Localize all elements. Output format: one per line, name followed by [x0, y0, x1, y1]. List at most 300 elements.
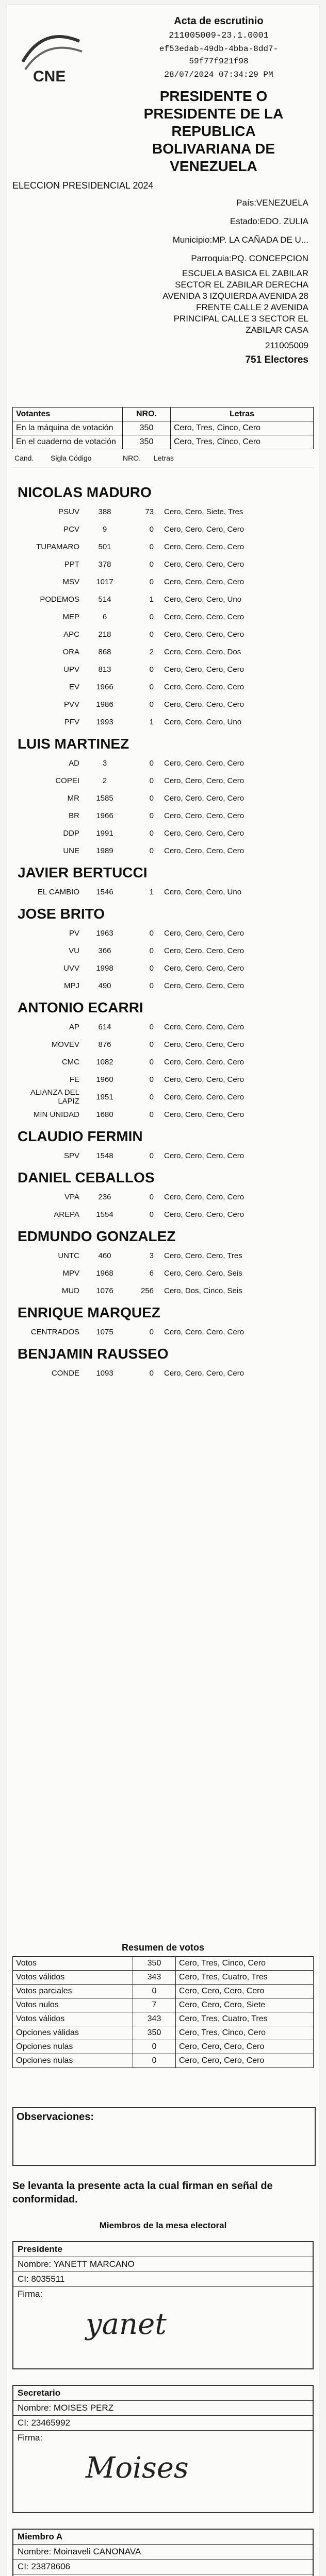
party-code: 1554	[96, 1210, 113, 1219]
firma-label: Firma:	[18, 2433, 43, 2443]
table-row	[13, 2040, 314, 2054]
signer-name: Nombre: Moinaveli CANONAVA	[13, 2545, 313, 2560]
party-code: 3	[102, 758, 107, 768]
signer-name: Nombre: MOISES PERZ	[13, 2401, 313, 2416]
vote-words: Cero, Cero, Cero, Cero	[164, 1368, 244, 1378]
vote-count: 0	[149, 524, 154, 534]
party-acronym: MSV	[62, 577, 79, 586]
party-acronym: PODEMOS	[40, 595, 79, 604]
party-code: 1989	[96, 846, 113, 855]
party-acronym: PPT	[64, 560, 79, 569]
candidates-subheader	[12, 449, 314, 467]
signer-ci: CI: 23465992	[13, 2416, 313, 2431]
vote-words: Cero, Cero, Cero, Cero	[164, 963, 244, 973]
candidate-name: ANTONIO ECARRI	[18, 999, 143, 1015]
school-line-3: AVENIDA 3 IZQUIERDA AVENIDA 28	[162, 291, 308, 301]
vote-count: 1	[149, 887, 154, 896]
signer-box	[12, 2385, 314, 2513]
summary-letras: Cero, Cero, Cero, Cero	[176, 2054, 314, 2068]
party-code: 813	[98, 665, 111, 674]
row-label: En la máquina de votación	[13, 421, 123, 435]
vote-words: Cero, Cero, Cero, Cero	[164, 1092, 244, 1101]
vote-words: Cero, Cero, Cero, Cero	[164, 1110, 244, 1119]
summary-label: Votos válidos	[13, 2012, 133, 2026]
summary-nro: 0	[133, 2040, 176, 2054]
school-line-2: SECTOR EL ZABILAR DERECHA	[175, 280, 308, 290]
party-row	[12, 643, 314, 660]
vote-count: 2	[149, 647, 154, 656]
party-row	[12, 754, 314, 772]
sub-cand: Cand.	[14, 454, 34, 462]
party-acronym: MR	[67, 793, 79, 803]
election-name: ELECCION PRESIDENCIAL 2024	[12, 180, 154, 191]
party-code: 388	[98, 507, 111, 516]
party-acronym: MOVEV	[51, 1040, 79, 1049]
school-info	[40, 268, 308, 366]
party-row	[12, 807, 314, 824]
party-code: 1680	[96, 1110, 113, 1119]
summary-letras: Cero, Tres, Cuatro, Tres	[176, 1971, 314, 1985]
signature-area	[13, 2287, 313, 2368]
country: País:VENEZUELA	[236, 198, 308, 208]
party-acronym: EV	[69, 682, 79, 691]
location-info	[71, 197, 308, 265]
vote-words: Cero, Cero, Cero, Cero	[164, 542, 244, 551]
vote-count: 0	[149, 1368, 154, 1378]
party-code: 9	[102, 524, 107, 534]
party-acronym: MUD	[61, 1286, 79, 1295]
vote-words: Cero, Cero, Cero, Uno	[164, 887, 242, 896]
party-acronym: UNE	[63, 846, 79, 855]
party-code: 2	[102, 776, 107, 785]
summary-label: Opciones nulas	[13, 2040, 133, 2054]
municipality: Municipio:MP. LA CAÑADA DE U...	[172, 235, 308, 245]
col-nro: NRO.	[123, 408, 171, 421]
observations-label: Observaciones:	[17, 2111, 94, 2123]
signer-ci: CI: 23878606	[13, 2560, 313, 2574]
candidate-name: DANIEL CEBALLOS	[18, 1170, 155, 1185]
vote-count: 0	[149, 1327, 154, 1336]
party-row	[12, 1071, 314, 1088]
party-acronym: AP	[69, 1022, 79, 1031]
party-row	[12, 713, 314, 731]
party-acronym: ORA	[62, 647, 79, 656]
vote-count: 0	[149, 846, 154, 855]
table-row	[13, 1957, 314, 1971]
vote-words: Cero, Cero, Cero, Cero	[164, 846, 244, 855]
vote-count: 0	[149, 811, 154, 820]
vote-count: 0	[149, 560, 154, 569]
title-line-5: VENEZUELA	[170, 158, 257, 174]
party-acronym: AD	[69, 758, 79, 768]
party-row	[12, 678, 314, 696]
party-acronym: EL CAMBIO	[37, 887, 79, 896]
vote-count: 0	[149, 1192, 154, 1201]
sub-letras: Letras	[154, 454, 174, 462]
summary-section	[12, 1942, 314, 2068]
vote-count: 0	[149, 928, 154, 938]
party-row	[12, 625, 314, 643]
vote-words: Cero, Cero, Cero, Cero	[164, 793, 244, 803]
vote-count: 0	[149, 946, 154, 955]
signers-list	[12, 2241, 314, 2576]
table-row	[13, 2012, 314, 2026]
vote-count: 0	[149, 700, 154, 709]
summary-letras: Cero, Tres, Cinco, Cero	[176, 2026, 314, 2040]
party-acronym: MEP	[62, 612, 79, 621]
vote-count: 0	[149, 1110, 154, 1119]
parish: Parroquia:PQ. CONCEPCION	[191, 253, 308, 263]
party-code: 1548	[96, 1151, 113, 1160]
party-acronym: BR	[69, 811, 79, 820]
summary-label: Opciones nulas	[13, 2054, 133, 2068]
vote-count: 0	[149, 828, 154, 838]
vote-count: 0	[149, 682, 154, 691]
vote-words: Cero, Cero, Cero, Cero	[164, 946, 244, 955]
party-acronym: TUPAMARO	[36, 542, 79, 551]
party-acronym: PVV	[63, 700, 79, 709]
table-row	[13, 2054, 314, 2068]
party-row	[12, 660, 314, 678]
summary-title: Resumen de votos	[121, 1942, 205, 1953]
vote-count: 73	[145, 507, 154, 516]
acta-label: Acta de escrutinio	[174, 15, 264, 27]
candidate-name: BENJAMIN RAUSSEO	[18, 1346, 169, 1362]
vote-words: Cero, Cero, Cero, Cero	[164, 776, 244, 785]
row-letras: Cero, Tres, Cinco, Cero	[171, 421, 314, 435]
party-row	[12, 538, 314, 555]
acta-code-2: 59f77f921f98	[189, 57, 249, 66]
party-code: 501	[98, 542, 111, 551]
party-code: 378	[98, 560, 111, 569]
voters-section	[12, 407, 314, 467]
party-acronym: ALIANZA DEL LAPIZ	[30, 1088, 79, 1106]
party-code: 1075	[96, 1327, 113, 1336]
party-code: 1960	[96, 1075, 113, 1084]
party-acronym: PSUV	[58, 507, 79, 516]
receipt	[7, 5, 319, 2576]
party-row	[12, 573, 314, 590]
vote-count: 0	[149, 793, 154, 803]
sub-org: Sigla Código	[51, 454, 92, 462]
party-acronym: CMC	[61, 1057, 79, 1066]
vote-words: Cero, Cero, Cero, Cero	[164, 1210, 244, 1219]
summary-letras: Cero, Tres, Cinco, Cero	[176, 1957, 314, 1971]
signer-ci: CI: 8035511	[13, 2272, 313, 2287]
party-code: 460	[98, 1251, 111, 1260]
row-letras: Cero, Tres, Cinco, Cero	[171, 435, 314, 449]
party-code: 1986	[96, 700, 113, 709]
cne-logo	[12, 21, 90, 88]
summary-letras: Cero, Cero, Cero, Siete	[176, 1998, 314, 2012]
vote-count: 0	[149, 1210, 154, 1219]
vote-words: Cero, Cero, Cero, Cero	[164, 811, 244, 820]
vote-count: 0	[149, 1092, 154, 1101]
party-row	[12, 1018, 314, 1036]
summary-nro: 343	[133, 1971, 176, 1985]
school-line-6: ZABILAR CASA	[246, 325, 308, 335]
party-row	[12, 1323, 314, 1341]
table-row	[13, 1971, 314, 1985]
party-row	[12, 503, 314, 520]
party-acronym: PFV	[64, 717, 79, 726]
summary-label: Votos parciales	[13, 1985, 133, 1998]
party-row	[12, 608, 314, 625]
summary-letras: Cero, Cero, Cero, Cero	[176, 1985, 314, 1998]
vote-count: 0	[149, 1040, 154, 1049]
school-line-5: PRINCIPAL CALLE 3 SECTOR EL	[173, 314, 308, 324]
party-row	[12, 1106, 314, 1123]
party-row	[12, 1088, 314, 1106]
party-code: 1966	[96, 682, 113, 691]
candidate-name: EDMUNDO GONZALEZ	[18, 1228, 176, 1244]
acta-id: 211005009-23.1.0001	[169, 31, 269, 41]
summary-label: Votos	[13, 1957, 133, 1971]
summary-nro: 350	[133, 1957, 176, 1971]
party-acronym: COPEI	[55, 776, 79, 785]
col-votantes: Votantes	[13, 408, 123, 421]
vote-count: 0	[149, 1151, 154, 1160]
members-title: Miembros de la mesa electoral	[99, 2221, 227, 2230]
signer-role: Presidente	[13, 2242, 313, 2257]
vote-words: Cero, Cero, Cero, Cero	[164, 828, 244, 838]
party-row	[12, 942, 314, 959]
party-row	[12, 977, 314, 994]
party-code: 1966	[96, 811, 113, 820]
table-row	[13, 1998, 314, 2012]
party-row	[12, 772, 314, 789]
party-row	[12, 1247, 314, 1264]
candidate-name: JOSE BRITO	[18, 906, 105, 922]
party-row	[12, 1053, 314, 1071]
party-acronym: APC	[63, 630, 79, 639]
summary-label: Votos nulos	[13, 1998, 133, 2012]
candidate-name: JAVIER BERTUCCI	[18, 865, 148, 880]
signer-name: Nombre: YANETT MARCANO	[13, 2257, 313, 2272]
party-code: 614	[98, 1022, 111, 1031]
vote-words: Cero, Cero, Cero, Cero	[164, 1040, 244, 1049]
vote-words: Cero, Cero, Cero, Cero	[164, 981, 244, 990]
party-code: 366	[98, 946, 111, 955]
electors-count: 751 Electores	[245, 354, 308, 365]
vote-words: Cero, Dos, Cinco, Seis	[164, 1286, 242, 1295]
school-line-4: FRENTE CALLE 2 AVENIDA	[196, 302, 308, 312]
party-code: 1093	[96, 1368, 113, 1378]
party-acronym: UNTC	[58, 1251, 79, 1260]
vote-words: Cero, Cero, Cero, Seis	[164, 1268, 242, 1278]
summary-letras: Cero, Tres, Cuatro, Tres	[176, 2012, 314, 2026]
party-row	[12, 590, 314, 608]
vote-words: Cero, Cero, Cero, Cero	[164, 1057, 244, 1066]
party-acronym: MIN UNIDAD	[33, 1110, 79, 1119]
party-row	[12, 1147, 314, 1164]
party-code: 218	[98, 630, 111, 639]
vote-count: 0	[149, 665, 154, 674]
candidate-name: ENRIQUE MARQUEZ	[18, 1304, 160, 1320]
party-acronym: UPV	[63, 665, 79, 674]
party-row	[12, 1036, 314, 1053]
summary-nro: 7	[133, 1998, 176, 2012]
party-code: 1076	[96, 1286, 113, 1295]
party-code: 1968	[96, 1268, 113, 1278]
candidates-list	[12, 479, 314, 1382]
vote-words: Cero, Cero, Cero, Cero	[164, 1192, 244, 1201]
party-code: 514	[98, 595, 111, 604]
candidate-name: NICOLAS MADURO	[18, 484, 152, 500]
vote-count: 0	[149, 1075, 154, 1084]
party-code: 1998	[96, 963, 113, 973]
acta-code-1: ef53edab-49db-4bba-8dd7-	[159, 44, 279, 54]
party-row	[12, 1282, 314, 1299]
signer-role: Miembro A	[13, 2530, 313, 2545]
vote-count: 6	[149, 1268, 154, 1278]
vote-count: 0	[149, 776, 154, 785]
signer-role: Secretario	[13, 2386, 313, 2401]
party-acronym: VPA	[64, 1192, 79, 1201]
party-code: 6	[102, 612, 107, 621]
observations-box	[12, 2107, 316, 2166]
svg-text:CNE: CNE	[33, 68, 66, 85]
vote-count: 0	[149, 1022, 154, 1031]
row-label: En el cuaderno de votación	[13, 435, 123, 449]
acta-datetime: 28/07/2024 07:34:29 PM	[164, 70, 273, 79]
row-nro: 350	[123, 435, 171, 449]
signer-box	[12, 2529, 314, 2576]
state: Estado:EDO. ZULIA	[230, 216, 308, 226]
vote-words: Cero, Cero, Cero, Cero	[164, 682, 244, 691]
vote-words: Cero, Cero, Cero, Cero	[164, 928, 244, 938]
party-row	[12, 883, 314, 901]
vote-count: 0	[149, 612, 154, 621]
summary-label: Opciones válidas	[13, 2026, 133, 2040]
party-row	[12, 520, 314, 538]
party-acronym: AREPA	[54, 1210, 79, 1219]
vote-words: Cero, Cero, Cero, Uno	[164, 595, 242, 604]
vote-words: Cero, Cero, Cero, Cero	[164, 560, 244, 569]
party-code: 868	[98, 647, 111, 656]
candidate-name: LUIS MARTINEZ	[18, 736, 129, 752]
voters-table	[12, 407, 314, 449]
party-row	[12, 1264, 314, 1282]
vote-words: Cero, Cero, Cero, Dos	[164, 647, 241, 656]
summary-nro: 343	[133, 2012, 176, 2026]
party-acronym: PCV	[63, 524, 79, 534]
table-row	[13, 435, 314, 449]
party-row	[12, 842, 314, 859]
party-code: 876	[98, 1040, 111, 1049]
vote-count: 0	[149, 542, 154, 551]
party-row	[12, 959, 314, 977]
vote-count: 0	[149, 758, 154, 768]
party-acronym: MPV	[62, 1268, 79, 1278]
table-row	[13, 1985, 314, 1998]
center-code: 211005009	[265, 341, 308, 350]
col-letras: Letras	[171, 408, 314, 421]
row-nro: 350	[123, 421, 171, 435]
title-line-3: REPUBLICA	[171, 123, 256, 139]
school-line-1: ESCUELA BASICA EL ZABILAR	[182, 268, 308, 278]
table-row	[13, 2026, 314, 2040]
vote-count: 0	[149, 981, 154, 990]
party-row	[12, 1206, 314, 1223]
party-code: 1017	[96, 577, 113, 586]
party-code: 1991	[96, 828, 113, 838]
party-acronym: CENTRADOS	[30, 1327, 79, 1336]
party-code: 1963	[96, 928, 113, 938]
vote-words: Cero, Cero, Cero, Cero	[164, 1151, 244, 1160]
title-line-2: PRESIDENTE DE LA	[143, 106, 284, 122]
party-acronym: PV	[69, 928, 79, 938]
party-code: 490	[98, 981, 111, 990]
party-code: 1951	[96, 1092, 113, 1101]
vote-words: Cero, Cero, Cero, Cero	[164, 1022, 244, 1031]
signer-box	[12, 2241, 314, 2369]
conformity-text: Se levanta la presente acta la cual firman en señal de conformidad.	[12, 2180, 273, 2205]
vote-count: 0	[149, 577, 154, 586]
vote-count: 0	[149, 963, 154, 973]
party-row	[12, 696, 314, 713]
summary-nro: 0	[133, 1985, 176, 1998]
vote-count: 1	[149, 717, 154, 726]
vote-words: Cero, Cero, Cero, Cero	[164, 665, 244, 674]
party-code: 1082	[96, 1057, 113, 1066]
vote-words: Cero, Cero, Cero, Uno	[164, 717, 242, 726]
party-row	[12, 824, 314, 842]
vote-words: Cero, Cero, Cero, Cero	[164, 1327, 244, 1336]
vote-words: Cero, Cero, Cero, Cero	[164, 1075, 244, 1084]
handwritten-signature: Moises	[86, 2451, 189, 2485]
party-acronym: MPJ	[64, 981, 79, 990]
party-code: 236	[98, 1192, 111, 1201]
vote-words: Cero, Cero, Cero, Tres	[164, 1251, 242, 1260]
vote-count: 3	[149, 1251, 154, 1260]
vote-words: Cero, Cero, Siete, Tres	[164, 507, 243, 516]
signature-area	[13, 2431, 313, 2512]
party-acronym: SPV	[63, 1151, 79, 1160]
vote-words: Cero, Cero, Cero, Cero	[164, 700, 244, 709]
party-acronym: FE	[69, 1075, 79, 1084]
party-row	[12, 1188, 314, 1206]
party-row	[12, 555, 314, 573]
vote-count: 256	[140, 1286, 154, 1295]
party-code: 1546	[96, 887, 113, 896]
vote-count: 0	[149, 1057, 154, 1066]
party-acronym: UVV	[63, 963, 79, 973]
vote-words: Cero, Cero, Cero, Cero	[164, 612, 244, 621]
party-acronym: DDP	[63, 828, 79, 838]
summary-table	[12, 1956, 314, 2068]
title-line-1: PRESIDENTE O	[159, 88, 268, 104]
candidate-name: CLAUDIO FERMIN	[18, 1128, 143, 1144]
handwritten-signature: yanet	[86, 2308, 167, 2341]
title-line-4: BOLIVARIANA DE	[152, 141, 275, 157]
summary-nro: 350	[133, 2026, 176, 2040]
vote-words: Cero, Cero, Cero, Cero	[164, 524, 244, 534]
vote-count: 1	[149, 595, 154, 604]
party-row	[12, 1364, 314, 1382]
vote-words: Cero, Cero, Cero, Cero	[164, 577, 244, 586]
party-acronym: CONDE	[51, 1368, 79, 1378]
party-code: 1585	[96, 793, 113, 803]
party-acronym: VU	[69, 946, 79, 955]
party-row	[12, 924, 314, 942]
president-title	[110, 88, 317, 175]
firma-label: Firma:	[18, 2289, 43, 2299]
vote-count: 0	[149, 630, 154, 639]
summary-nro: 0	[133, 2054, 176, 2068]
vote-words: Cero, Cero, Cero, Cero	[164, 758, 244, 768]
table-row	[13, 421, 314, 435]
